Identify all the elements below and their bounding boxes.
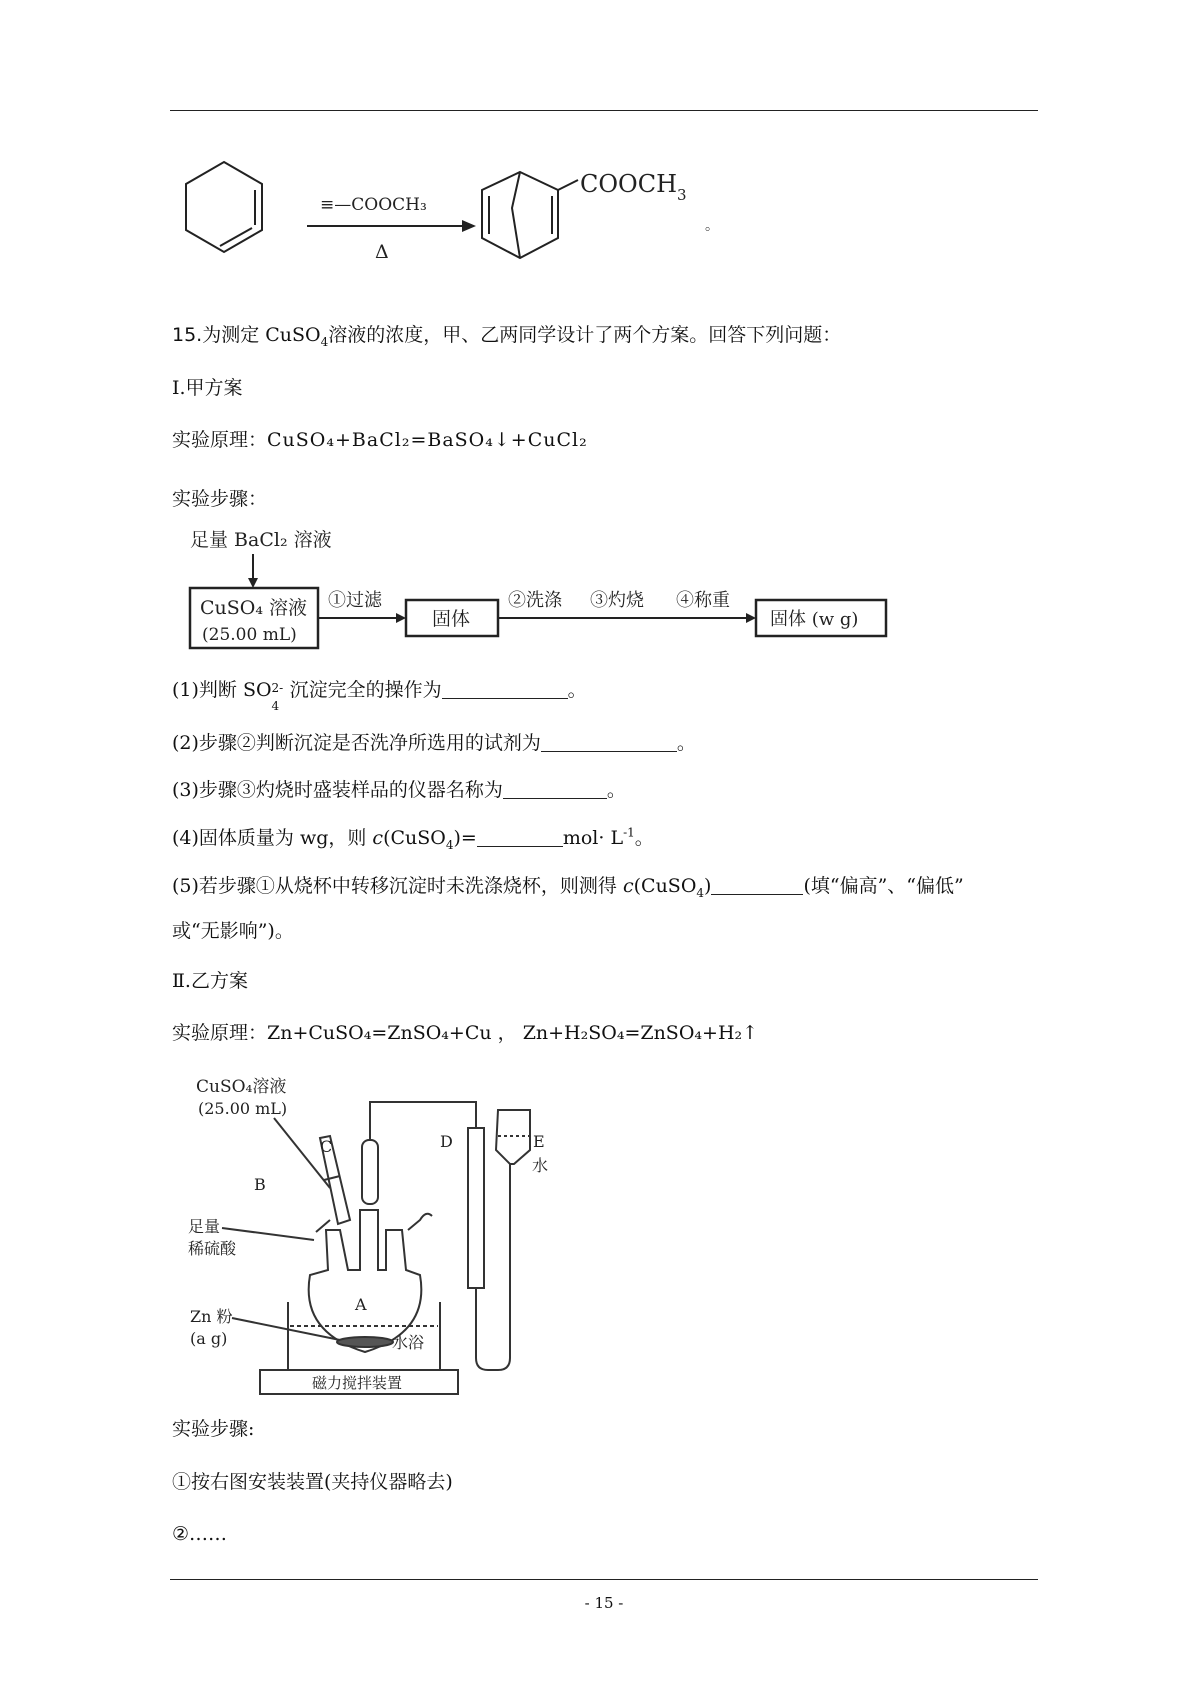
apparatus-c-solution-line1: CuSO₄溶液 [196, 1077, 287, 1097]
apparatus-zn-line1: Zn 粉 [190, 1307, 233, 1326]
flow-step-wash: ②洗涤 [508, 590, 562, 611]
apparatus-c-solution-line2: (25.00 mL) [198, 1099, 288, 1118]
apparatus-label-d: D [440, 1132, 453, 1151]
flow-box-cuso4-line1: CuSO₄ 溶液 [200, 597, 308, 619]
end-mark: 。 [705, 218, 719, 234]
double-bond [220, 228, 252, 246]
answer-blank[interactable] [503, 780, 607, 799]
apparatus-label-c: C [320, 1137, 333, 1156]
flow-step-ignite: ③灼烧 [590, 590, 644, 611]
footer-rule [170, 1579, 1038, 1580]
plan1-flowchart [180, 524, 930, 654]
plan1-principle: 实验原理：CuSO₄+BaCl₂=BaSO₄↓+CuCl₂ [172, 429, 588, 451]
flow-top-reagent: 足量 BaCl₂ 溶液 [190, 529, 332, 551]
apparatus-acid-line1: 足量 [188, 1217, 221, 1236]
flow-box-solid-label: 固体 [432, 608, 471, 630]
apparatus-stirrer-label: 磁力搅拌装置 [312, 1374, 403, 1392]
apparatus-label-b: B [254, 1175, 266, 1194]
apparatus-label-a: A [355, 1295, 367, 1314]
condition-label: Δ [375, 241, 389, 263]
cyclohexadiene-ring [186, 162, 262, 252]
answer-blank[interactable] [541, 733, 677, 752]
answer-blank[interactable] [477, 828, 563, 847]
sub-question-5-cont: 或“无影响”)。 [172, 920, 294, 942]
reagent-label: ≡—COOCH₃ [320, 195, 427, 215]
apparatus-zn-line2: (a g) [190, 1329, 228, 1348]
sub-question-4: (4)固体质量为 wg，则 c(CuSO$_4$)= $mol\cdot L^{-1}$。 [172, 825, 654, 852]
sub-question-1: (1)判断 SO 2- 4 沉淀完全的操作为 。 [172, 679, 587, 713]
flow-box-final-label: 固体 (w g) [770, 609, 859, 630]
sub-question-2: (2)步骤②判断沉淀是否洗净所选用的试剂为 。 [172, 732, 696, 754]
sub-question-3: (3)步骤③灼烧时盛装样品的仪器名称为 。 [172, 779, 626, 801]
sub-question-5: (5)若步骤①从烧杯中转移沉淀时未洗涤烧杯，则测得 c(CuSO$_4$) (填“偏高”、“偏低” [172, 875, 964, 900]
apparatus-diagram [180, 1070, 560, 1395]
connecting-tube [370, 1102, 476, 1128]
diels-alder-reaction-scheme [160, 150, 760, 280]
plan2-step-1: ①按右图安装装置(夹持仪器略去) [172, 1471, 453, 1493]
burette-d [468, 1128, 484, 1288]
plan2-step-2: ②…… [172, 1523, 228, 1545]
page-number: - 15 - [584, 1594, 624, 1612]
plan1-equation: CuSO₄+BaCl₂=BaSO₄↓+CuCl₂ [267, 429, 588, 451]
flow-step-weigh: ④称重 [676, 590, 730, 611]
apparatus-label-water: 水 [532, 1156, 549, 1175]
answer-blank[interactable] [442, 680, 568, 699]
plan2-principle: 实验原理：Zn+CuSO₄=ZnSO₄+Cu ， Zn+H₂SO₄=ZnSO₄+H₂↑ [172, 1022, 759, 1044]
zinc-powder [337, 1337, 393, 1347]
plan2-equation: Zn+CuSO₄=ZnSO₄+Cu ， Zn+H₂SO₄=ZnSO₄+H₂↑ [267, 1022, 759, 1044]
header-rule [170, 110, 1038, 111]
apparatus-label-e: E [533, 1132, 545, 1151]
plan2-steps-label: 实验步骤: [172, 1418, 255, 1440]
reaction-arrow-head [462, 220, 476, 232]
ester-group-label: $COOCH_3$ [580, 170, 687, 204]
question-stem: 15.为测定 CuSO$_4$溶液的浓度，甲、乙两同学设计了两个方案。回答下列问题： [172, 324, 842, 349]
plan1-steps-label: 实验步骤： [172, 488, 268, 510]
bicyclic-product [482, 172, 578, 258]
apparatus-bath-label: 水浴 [392, 1333, 425, 1352]
flow-box-cuso4-line2: (25.00 mL) [202, 625, 297, 645]
plan1-title: Ⅰ.甲方案 [172, 377, 243, 399]
funnel-c [362, 1140, 378, 1204]
three-neck-flask [309, 1210, 425, 1352]
answer-blank[interactable] [711, 876, 803, 895]
plan2-title: Ⅱ.乙方案 [172, 970, 248, 992]
flow-step-filter: ①过滤 [328, 590, 382, 611]
apparatus-acid-line2: 稀硫酸 [188, 1239, 237, 1258]
rubber-tube [476, 1164, 510, 1370]
